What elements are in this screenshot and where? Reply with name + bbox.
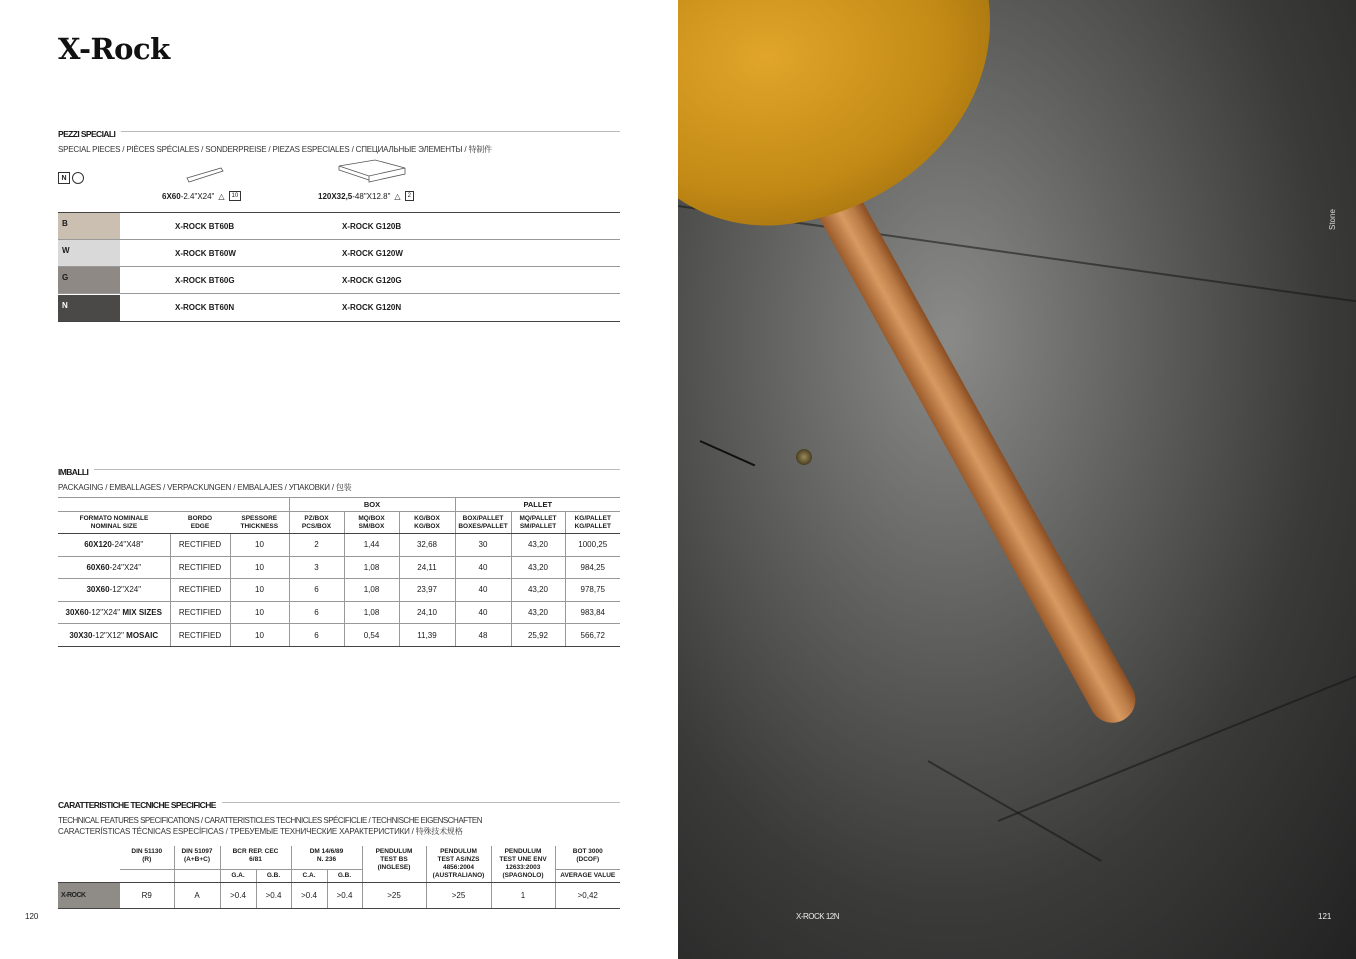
col-header: BORDO EDGE: [170, 512, 230, 534]
cell: X-ROCK G120N: [342, 303, 402, 312]
piece-label-1: 6X60-2.4"X24" △ 10: [162, 191, 241, 201]
col-header: FORMATO NOMINALE NOMINAL SIZE: [58, 512, 170, 534]
cell: X-ROCK G120G: [342, 275, 402, 285]
triangle-icon: △: [394, 191, 401, 201]
col-header: DM 14/6/89 N. 236: [291, 846, 362, 870]
table-row: [58, 213, 620, 240]
table-row: 60X120-24"X48" RECTIFIED 10 2 1,44 32,68 30 43,20 1000,25: [58, 534, 620, 557]
chair-rod: [700, 440, 756, 466]
col-header: PZ/BOX PCS/BOX: [289, 512, 344, 534]
cell: X-ROCK G120W: [342, 248, 403, 258]
special-pieces-heading: PEZZI SPECIALI: [58, 129, 121, 139]
col-header: DIN 51130 (R): [131, 848, 163, 863]
packaging-heading: IMBALLI: [58, 467, 94, 477]
table-row: [58, 267, 620, 294]
packaging-subtitle: PACKAGING / EMBALLAGES / VERPACKUNGEN / EMBALAJES / УПАКОВКИ / 包装: [58, 483, 352, 492]
cell: X-ROCK BT60B: [175, 221, 235, 231]
packaging-table: [58, 497, 620, 647]
technical-subtitle-2: CARACTERÍSTICAS TÉCNICAS ESPECÍFICAS / ТРЕБУЕМЫЕ ТЕХНИЧЕСКИЕ ХАРАКТЕРИСТИКИ / 特殊技术规格: [58, 827, 463, 836]
chair-leg: [798, 158, 1144, 731]
chair-seat: [678, 0, 1016, 245]
page-number-right: 121: [1318, 912, 1332, 921]
qty-badge: 10: [229, 191, 242, 201]
table-row: 30X60-12"X24" RECTIFIED 10 6 1,08 23,97 40 43,20 978,75: [58, 579, 620, 602]
table-row: 30X30-12"X12" MOSAIC RECTIFIED 10 6 0,54 11,39 48 25,92 566,72: [58, 624, 620, 647]
cell: X-ROCK BT60G: [175, 275, 235, 285]
sub-header: G.B.: [327, 870, 362, 883]
special-pieces-table: [58, 212, 620, 322]
circle-icon: [72, 172, 84, 184]
col-header: BOX/PALLET BOXES/PALLET: [455, 512, 511, 534]
page-number-left: 120: [25, 912, 39, 921]
square-n-icon: N: [58, 172, 70, 184]
col-header: MQ/BOX SM/BOX: [344, 512, 399, 534]
sub-header: AVERAGE VALUE: [555, 870, 620, 883]
col-header: KG/BOX KG/BOX: [399, 512, 455, 534]
col-header: KG/PALLET KG/PALLET: [565, 512, 620, 534]
col-header: SPESSORE THICKNESS: [230, 512, 289, 534]
col-header: PENDULUM TEST BS (INGLESE): [362, 846, 426, 883]
sub-header: G.A.: [220, 870, 256, 883]
color-swatch: G: [58, 267, 120, 293]
tile-joint: [998, 663, 1356, 822]
cell: X-ROCK G120B: [342, 221, 402, 231]
packaging-header: [58, 462, 620, 493]
technical-header: [58, 795, 620, 837]
col-header: PENDULUM TEST AS/NZS 4856:2004 (AUSTRALIANO): [426, 846, 491, 883]
sub-header: C.A.: [291, 870, 327, 883]
col-header: MQ/PALLET SM/PALLET: [511, 512, 565, 534]
table-row: [58, 240, 620, 267]
bolt: [796, 449, 812, 465]
skirting-piece-icon: [185, 164, 225, 184]
table-row: [58, 294, 620, 321]
col-header: BCR REP. CEC 6/81: [220, 846, 291, 870]
step-piece-icon: [335, 158, 407, 186]
color-swatch: N: [58, 295, 120, 321]
sub-header: G.B.: [256, 870, 291, 883]
col-header: BOT 3000 (DCOF): [555, 846, 620, 870]
page-title: X-Rock: [58, 32, 170, 66]
color-swatch: B: [58, 213, 120, 239]
table-row: 30X60-12"X24" MIX SIZES RECTIFIED 10 6 1,08 24,10 40 43,20 983,84: [58, 601, 620, 624]
photo-caption: X-ROCK 12N: [796, 912, 840, 921]
tile-joint: [928, 760, 1102, 862]
col-header: PENDULUM TEST UNE ENV 12633:2003 (SPAGNOLO): [491, 846, 555, 883]
qty-badge: 2: [405, 191, 414, 201]
special-pieces-header: [58, 124, 620, 155]
box-group-header: BOX: [289, 498, 455, 512]
col-header: DIN 51097 (A+B+C): [174, 846, 220, 870]
technical-subtitle-1: TECHNICAL FEATURES SPECIFICATIONS / CARATTERISTICLES TECHNICLES SPÉCIFICLIE / TECHNISCHE EIGENSCHAFTEN: [58, 816, 483, 825]
pallet-group-header: PALLET: [455, 498, 620, 512]
cell: X-ROCK BT60N: [175, 303, 235, 312]
side-label: Stone: [1328, 209, 1337, 230]
table-row: 60X60-24"X24" RECTIFIED 10 3 1,08 24,11 40 43,20 984,25: [58, 556, 620, 579]
color-swatch: W: [58, 240, 120, 266]
special-pieces-subtitle: SPECIAL PIECES / PIÈCES SPÉCIALES / SONDERPREISE / PIEZAS ESPECIALES / СПЕЦИАЛЬНЫЕ ЭЛЕМЕНТЫ / 特制件: [58, 145, 492, 154]
piece-label-2: 120X32,5-48"X12.8" △ 2: [318, 191, 414, 201]
row-label: X-ROCK: [58, 883, 120, 909]
technical-table: [58, 846, 620, 909]
technical-heading: CARATTERISTICHE TECNICHE SPECIFICHE: [58, 800, 222, 810]
triangle-icon: △: [218, 191, 225, 201]
cell: X-ROCK BT60W: [175, 248, 236, 258]
product-photo: [678, 0, 1356, 959]
color-legend-icon: [58, 172, 84, 184]
table-row: X-ROCK R9 A >0.4 >0.4 >0.4 >0.4 >25 >25 1 >0,42: [58, 883, 620, 909]
